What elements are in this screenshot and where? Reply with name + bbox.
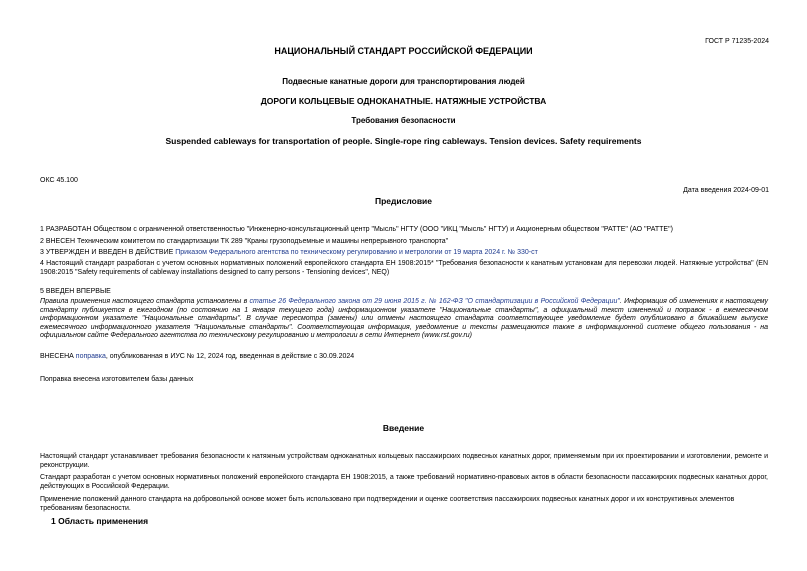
intro-date: Дата введения 2024-09-01 (683, 187, 769, 194)
introduction-paragraph-3: Применение положений данного стандарта на добровольной основе может быть использовано при подтверждении и оценке соответствия пассажирских подвесных канатных дорог и их конструктивных элементов требованиям безопасности. (40, 496, 735, 512)
foreword-item-4: 4 Настоящий стандарт разработан с учетом основных нормативных положений европейского стандарта ЕН 1908:2015* "Требования безопасности к канатным установкам для перевозки людей. Натяжные устройства" (EN 1908:2015 "Safety requirements of cableway installations designed to carry persons - Tensioning devices", NEQ) (40, 260, 768, 276)
correction-link[interactable]: поправка (75, 353, 106, 360)
correction-note: Поправка внесена изготовителем базы данных (40, 376, 194, 383)
rules-text-1: Правила применения настоящего стандарта установлены в (40, 298, 250, 305)
foreword-item-3 (40, 249, 768, 258)
foreword-item-5: 5 ВВЕДЕН ВПЕРВЫЕ (40, 288, 111, 295)
document-subtitle: Подвесные канатные дороги для транспортирования людей (282, 77, 525, 86)
correction-text-2: , опубликованная в ИУС № 12, 2024 год, введенная в действие с 30.09.2024 (105, 353, 355, 360)
requirements-title: Требования безопасности (351, 116, 456, 125)
foreword-heading: Предисловие (374, 196, 433, 206)
gost-number: ГОСТ Р 71235-2024 (705, 38, 769, 45)
oks-code: ОКС 45.100 (40, 177, 78, 184)
foreword-rules (40, 298, 768, 341)
foreword-item-3-text: 3 УТВЕРЖДЕН И ВВЕДЕН В ДЕЙСТВИЕ (40, 249, 176, 256)
correction-text-1: ВНЕСЕНА (40, 353, 76, 360)
federal-law-link[interactable]: статье 26 Федерального закона от 29 июня 2015 г. № 162-ФЗ "О стандартизации в Российской Федерации" (249, 298, 620, 305)
standard-title: НАЦИОНАЛЬНЫЙ СТАНДАРТ РОССИЙСКОЙ ФЕДЕРАЦИИ (274, 46, 533, 56)
correction-line (40, 353, 768, 362)
introduction-heading: Введение (382, 423, 425, 433)
section-1-heading: 1 Область применения (51, 516, 149, 526)
order-link[interactable]: Приказом Федерального агентства по техническому регулированию и метрологии от 19 марта 2024 г. № 330-ст (175, 249, 538, 256)
english-title: Suspended cableways for transportation of people. Single-rope ring cableways. Tension devices. Safety requirements (165, 136, 642, 146)
introduction-paragraph-2: Стандарт разработан с учетом основных нормативных положений европейского стандарта ЕН 1908:2015, а также требований нормативно-правовых актов в области безопасности пассажирских подвесных канатных дорог, действующих в Российской Федерации. (40, 474, 768, 490)
foreword-item-1: 1 РАЗРАБОТАН Обществом с ограниченной ответственностью "Инженерно-консультационный центр "Мысль" НГТУ (ООО "ИКЦ "Мысль" НГТУ) и Акционерным обществом "РАТТЕ" (АО "РАТТЕ") (40, 226, 673, 233)
document-main-title: ДОРОГИ КОЛЬЦЕВЫЕ ОДНОКАНАТНЫЕ. НАТЯЖНЫЕ УСТРОЙСТВА (260, 96, 547, 106)
introduction-paragraph-1: Настоящий стандарт устанавливает требования безопасности к натяжным устройствам одноканатных кольцевых пассажирских подвесных канатных дорог, применяемым при их проектировании и изготовлении, ремонте и реконструкции. (40, 453, 768, 469)
foreword-item-2: 2 ВНЕСЕН Техническим комитетом по стандартизации ТК 289 "Краны грузоподъемные и машины непрерывного транспорта" (40, 238, 449, 245)
rules-text-2: . Информация об изменениях к настоящему стандарту публикуется в ежегодном (по состоянию на 1 января текущего года) информационном указателе "Национальные стандарты", а официальный текст изменений и поправок - в ежемесячном информационном указателе "Национальные стандарты". В случае пересмотра (замены) или отмены настоящего стандарта соответствующее уведомление будет опубликовано в ближайшем выпуске ежемесячного информационного указателя "Национальные стандарты". Соответствующая информация, уведомление и тексты размещаются также в информационной системе общего пользования - на официальном сайте Федерального агентства по техническому регулированию и метрологии в сети Интернет (www.rst.gov.ru) (40, 298, 768, 340)
